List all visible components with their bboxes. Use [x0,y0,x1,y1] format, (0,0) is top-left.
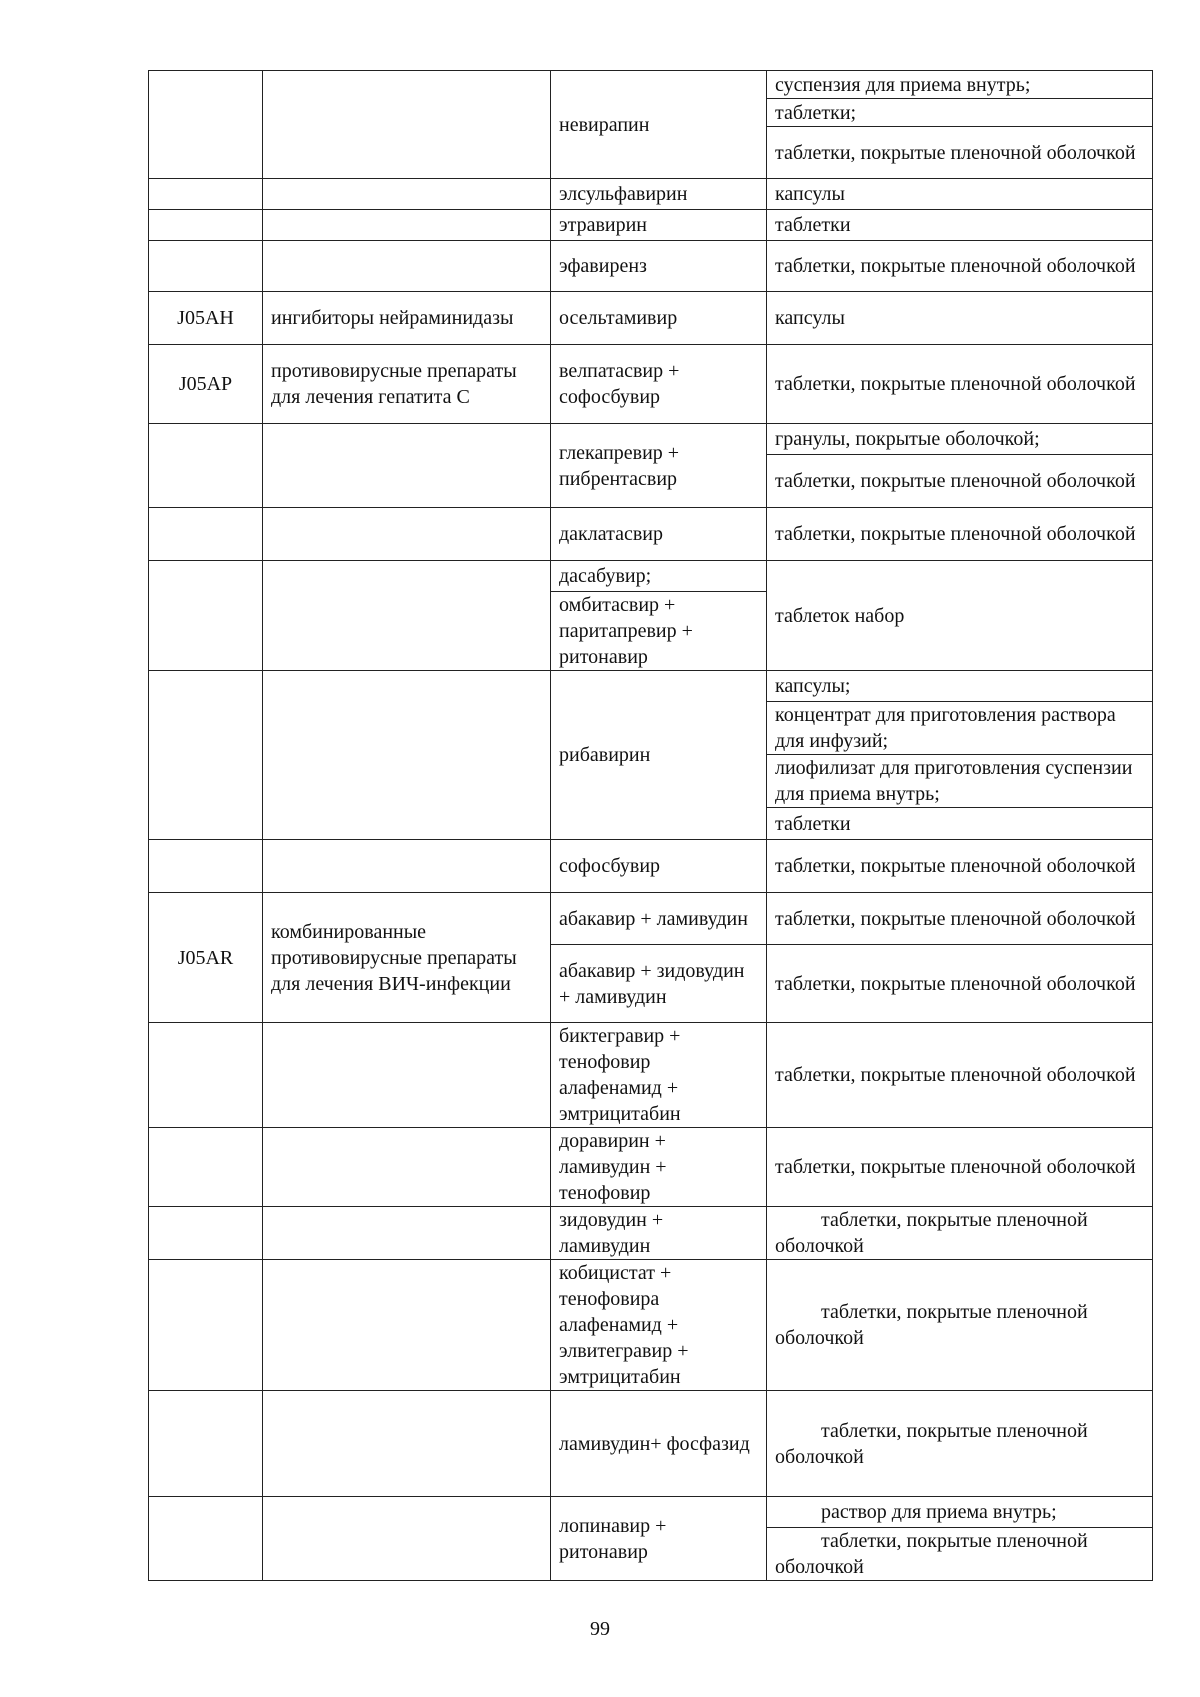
table-row [149,241,1153,292]
group-cell: ингибиторы нейраминидазы [263,292,551,345]
group-cell [263,71,551,179]
atc-code-cell [149,241,263,292]
group-cell [263,840,551,893]
table-row [149,1207,1153,1260]
atc-code-cell [149,210,263,241]
group-cell: комбинированные противовирусные препараты для лечения ВИЧ-инфекции [263,893,551,1023]
dosage-form-cell: таблетки, покрытые пленочной оболочкой [767,127,1153,179]
dosage-form-cell: таблетки, покрытые пленочной оболочкой [767,508,1153,561]
group-cell [263,179,551,210]
drug-name-cell: абакавир + ламивудин [551,893,767,945]
dosage-form-cell: таблетки; [767,99,1153,127]
table-row [149,671,1153,702]
dosage-form-cell: таблетки [767,210,1153,241]
atc-code-cell: J05AH [149,292,263,345]
table-row [149,179,1153,210]
table-row [149,345,1153,424]
drug-name-cell: ламивудин+ фосфазид [551,1391,767,1497]
dosage-form-cell: таблетки, покрытые пленочной оболочкой [767,840,1153,893]
drug-name-cell: осельтамивир [551,292,767,345]
atc-code-cell [149,561,263,671]
group-cell [263,210,551,241]
dosage-form-cell: лиофилизат для приготовления суспензии для приема внутрь; [767,755,1153,808]
dosage-form-cell: таблетки, покрытые пленочной оболочкой [767,945,1153,1023]
atc-code-cell [149,1260,263,1391]
drug-name-cell: омбитасвир + паритапревир + ритонавир [551,592,767,671]
dosage-form-cell: таблетки, покрытые пленочной оболочкой [767,345,1153,424]
drug-name-cell: глекапревир + пибрентасвир [551,424,767,508]
table-row [149,893,1153,945]
group-cell [263,1260,551,1391]
dosage-form-cell: капсулы [767,179,1153,210]
table-row [149,424,1153,455]
atc-code-cell [149,840,263,893]
dosage-form-cell: гранулы, покрытые оболочкой; [767,424,1153,455]
drug-name-cell: абакавир + зидовудин + ламивудин [551,945,767,1023]
group-cell [263,1497,551,1581]
drug-name-cell: кобицистат + тенофовира алафенамид + элвитегравир + эмтрицитабин [551,1260,767,1391]
atc-code-cell [149,424,263,508]
dosage-form-cell: таблетки [767,808,1153,840]
page-number: 99 [590,1618,610,1640]
table-row [149,292,1153,345]
drug-name-cell: невирапин [551,71,767,179]
atc-code-cell [149,671,263,840]
group-cell [263,671,551,840]
table-row [149,1023,1153,1128]
drug-name-cell: даклатасвир [551,508,767,561]
atc-code-cell [149,1207,263,1260]
group-cell [263,508,551,561]
drug-name-cell: софосбувир [551,840,767,893]
dosage-form-cell: таблетки, покрытые пленочной оболочкой [767,1260,1153,1391]
group-cell [263,241,551,292]
group-cell: противовирусные препараты для лечения гепатита С [263,345,551,424]
dosage-form-cell: концентрат для приготовления раствора для инфузий; [767,702,1153,755]
drug-list-table [148,70,1153,1581]
table-row [149,1391,1153,1497]
dosage-form-cell: капсулы; [767,671,1153,702]
atc-code-cell: J05AR [149,893,263,1023]
group-cell [263,424,551,508]
dosage-form-cell: таблетки, покрытые пленочной оболочкой [767,1023,1153,1128]
atc-code-cell [149,179,263,210]
drug-name-cell: этравирин [551,210,767,241]
atc-code-cell: J05AP [149,345,263,424]
dosage-form-cell: раствор для приема внутрь; [767,1497,1153,1528]
drug-name-cell: доравирин + ламивудин + тенофовир [551,1128,767,1207]
dosage-form-cell: таблетки, покрытые пленочной оболочкой [767,241,1153,292]
group-cell [263,1128,551,1207]
drug-name-cell: биктегравир + тенофовир алафенамид + эмтрицитабин [551,1023,767,1128]
table-row [149,1128,1153,1207]
drug-name-cell: эфавиренз [551,241,767,292]
atc-code-cell [149,1023,263,1128]
group-cell [263,561,551,671]
table-row [149,840,1153,893]
atc-code-cell [149,1128,263,1207]
drug-name-cell: дасабувир; [551,561,767,592]
table-row [149,561,1153,592]
drug-name-cell: велпатасвир + софосбувир [551,345,767,424]
group-cell [263,1391,551,1497]
group-cell [263,1023,551,1128]
drug-name-cell: зидовудин + ламивудин [551,1207,767,1260]
atc-code-cell [149,1497,263,1581]
table-row [149,1497,1153,1528]
dosage-form-cell: таблетки, покрытые пленочной оболочкой [767,455,1153,508]
table-row [149,210,1153,241]
dosage-form-cell: таблетки, покрытые пленочной оболочкой [767,1528,1153,1581]
drug-name-cell: лопинавир + ритонавир [551,1497,767,1581]
dosage-form-cell: капсулы [767,292,1153,345]
dosage-form-cell: таблетки, покрытые пленочной оболочкой [767,1391,1153,1497]
dosage-form-cell: таблетки, покрытые пленочной оболочкой [767,1207,1153,1260]
dosage-form-cell: таблеток набор [767,561,1153,671]
dosage-form-cell: таблетки, покрытые пленочной оболочкой [767,893,1153,945]
table-row [149,71,1153,99]
atc-code-cell [149,71,263,179]
atc-code-cell [149,1391,263,1497]
dosage-form-cell: таблетки, покрытые пленочной оболочкой [767,1128,1153,1207]
drug-name-cell: элсульфавирин [551,179,767,210]
group-cell [263,1207,551,1260]
atc-code-cell [149,508,263,561]
drug-name-cell: рибавирин [551,671,767,840]
dosage-form-cell: суспензия для приема внутрь; [767,71,1153,99]
table-row [149,1260,1153,1391]
table-row [149,508,1153,561]
